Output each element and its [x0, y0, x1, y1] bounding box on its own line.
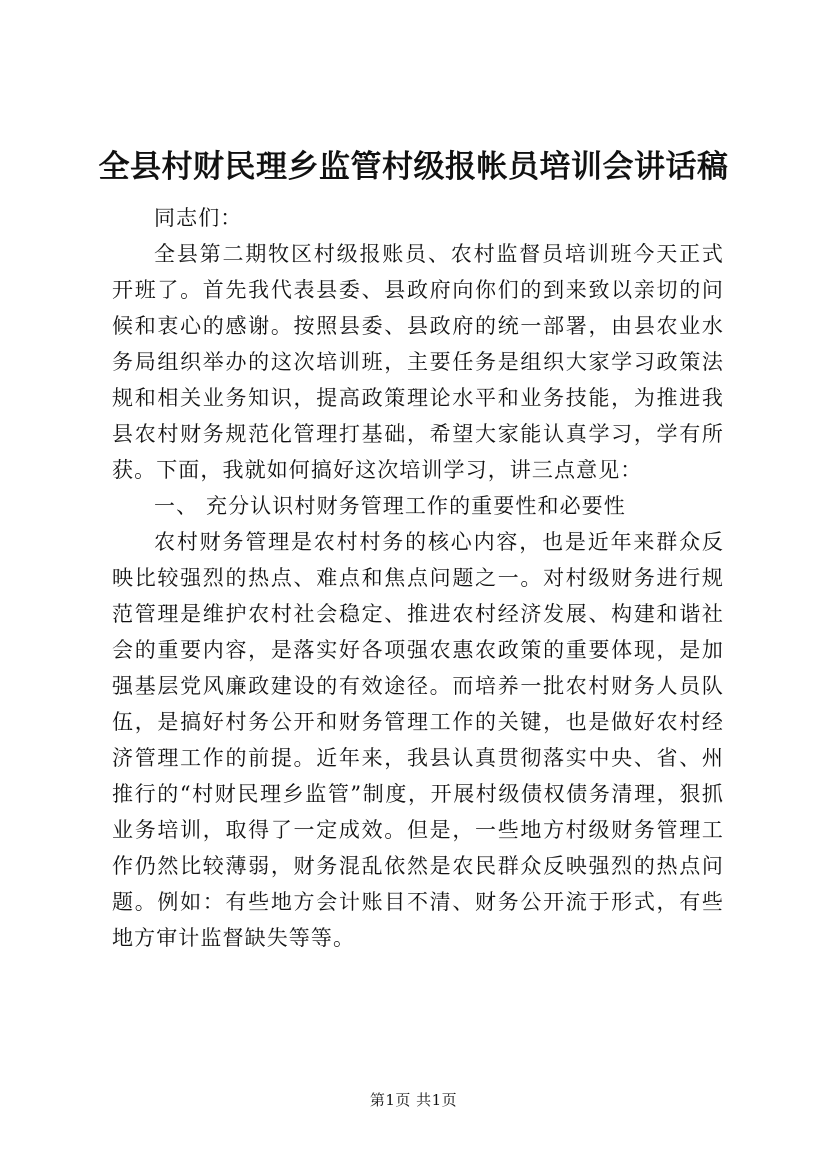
paragraph-section-1: 农村财务管理是农村村务的核心内容，也是近年来群众反映比较强烈的热点、难点和焦点问题之一。对村级财务进行规范管理是维护农村社会稳定、推进农村经济发展、构建和谐社会的重要内容，是落实好各项强农惠农政策的重要体现，是加强基层党风廉政建设的有效途径。而培养一批农村财务人员队伍，是搞好村务公开和财务管理工作的关键，也是做好农村经济管理工作的前提。近年来，我县认真贯彻落实中央、省、州推行的“村财民理乡监管”制度，开展村级债权债务清理，狠抓业务培训，取得了一定成效。但是，一些地方村级财务管理工作仍然比较薄弱，财务混乱依然是农民群众反映强烈的热点问题。例如：有些地方会计账目不清、财务公开流于形式，有些地方审计监督缺失等等。: [112, 530, 724, 950]
paragraph-intro: 全县第二期牧区村级报账员、农村监督员培训班今天正式开班了。首先我代表县委、县政府向你们的到来致以亲切的问候和衷心的感谢。按照县委、县政府的统一部署，由县农业水务局组织举办的这次培训班，主要任务是组织大家学习政策法规和相关业务知识，提高政策理论水平和业务技能，为推进我县农村财务规范化管理打基础，希望大家能认真学习，学有所获。下面，我就如何搞好这次培训学习，讲三点意见：: [112, 242, 724, 482]
document-body: [112, 200, 724, 956]
document-title: 全县村财民理乡监管村级报帐员培训会讲话稿: [98, 149, 729, 185]
page-footer: 第1页 共1页: [369, 1091, 458, 1109]
salutation: 同志们：: [154, 206, 243, 230]
section-heading: 一、 充分认识村财务管理工作的重要性和必要性: [154, 494, 626, 518]
